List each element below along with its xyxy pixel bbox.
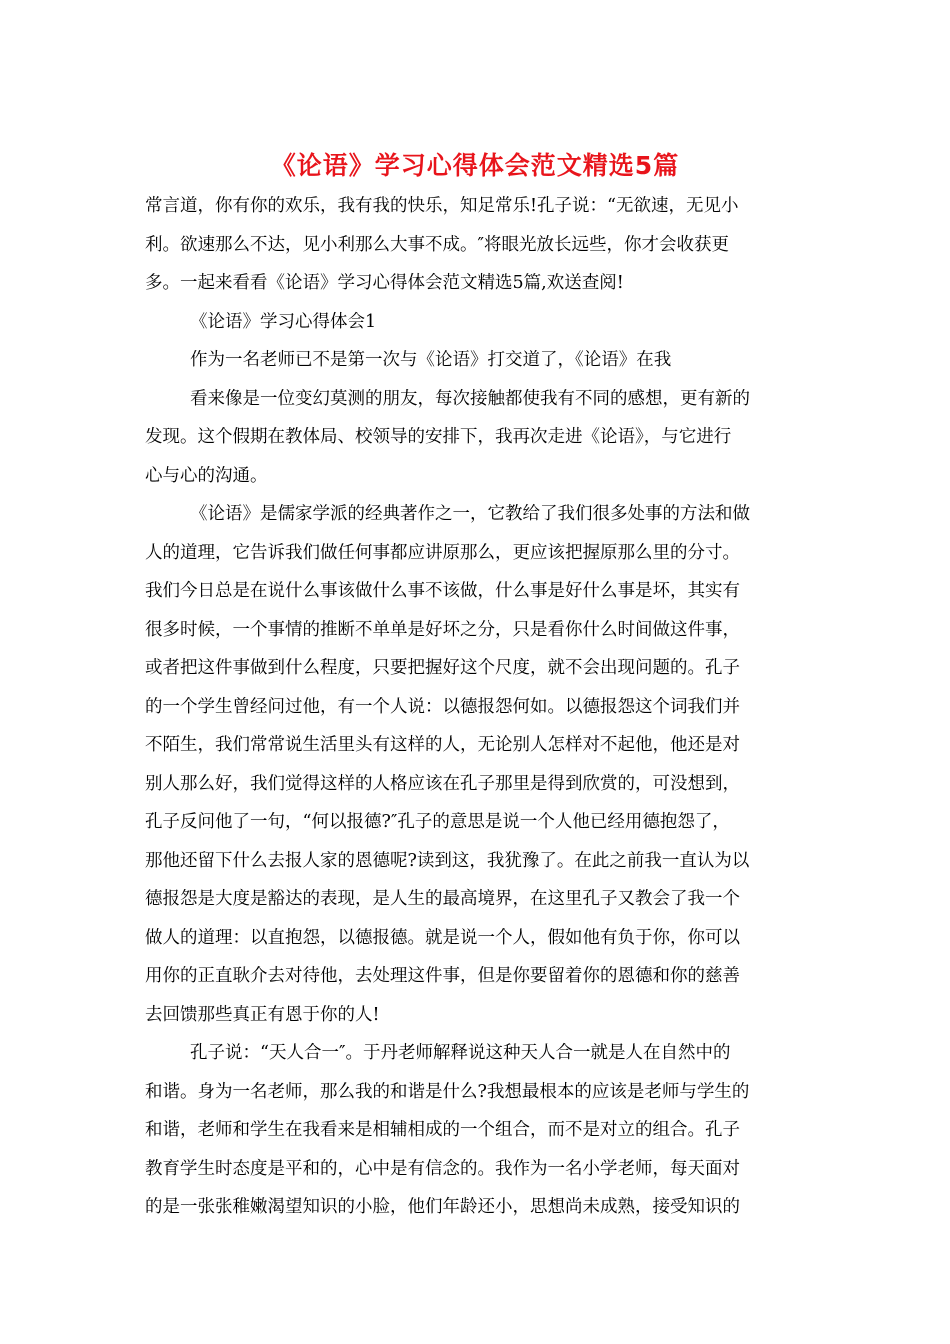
text-line: 和谐，老师和学生在我看来是相辅相成的一个组合，而不是对立的组合。孔子 xyxy=(145,1120,740,1140)
text-line: 作为一名老师已不是第一次与《论语》打交道了，《论语》在我 xyxy=(190,350,672,370)
text-line: 德报怨是大度是豁达的表现，是人生的最高境界，在这里孔子又教会了我一个 xyxy=(145,889,740,909)
text-line: 孔子反问他了一句，“何以报德?″孔子的意思是说一个人他已经用德抱怨了， xyxy=(145,812,730,832)
text-line: 《论语》学习心得体会1 xyxy=(190,311,377,332)
text-line: 用你的正直耿介去对待他，去处理这件事，但是你要留着你的恩德和你的慈善 xyxy=(145,966,740,986)
text-line: 常言道，你有你的欢乐，我有我的快乐，知足常乐!孔子说：“无欲速，无见小 xyxy=(145,196,739,216)
text-line: 或者把这件事做到什么程度，只要把握好这个尺度，就不会出现问题的。孔子 xyxy=(145,658,740,678)
text-line: 孔子说：“天人合一″。于丹老师解释说这种天人合一就是人在自然中的 xyxy=(190,1043,731,1063)
text-line: 人的道理，它告诉我们做任何事都应讲原那么，更应该把握原那么里的分寸。 xyxy=(145,542,740,563)
text-line: 的一个学生曾经问过他，有一个人说：以德报怨何如。以德报怨这个词我们并 xyxy=(145,696,740,717)
text-line: 不陌生，我们常常说生活里头有这样的人，无论别人怎样对不起他，他还是对 xyxy=(145,735,740,755)
text-line: 《论语》是儒家学派的经典著作之一，它教给了我们很多处事的方法和做 xyxy=(190,504,750,524)
text-line: 教育学生时态度是平和的，心中是有信念的。我作为一名小学老师，每天面对 xyxy=(145,1158,740,1179)
text-line: 和谐。身为一名老师，那么我的和谐是什么?我想最根本的应该是老师与学生的 xyxy=(145,1081,750,1102)
text-line: 心与心的沟通。 xyxy=(145,465,268,486)
text-line: 我们今日总是在说什么事该做什么事不该做，什么事是好什么事是坏，其实有 xyxy=(145,581,740,601)
text-line: 去回馈那些真正有恩于你的人! xyxy=(145,1004,380,1025)
text-line: 看来像是一位变幻莫测的朋友，每次接触都使我有不同的感想，更有新的 xyxy=(190,388,750,409)
text-line: 的是一张张稚嫩渴望知识的小脸，他们年龄还小，思想尚未成熟，接受知识的 xyxy=(145,1197,740,1217)
text-line: 利。欲速那么不达，见小利那么大事不成。″将眼光放长远些，你才会收获更 xyxy=(145,234,730,255)
document-title: 《论语》学习心得体会范文精选5篇 xyxy=(270,151,680,180)
text-line: 很多时候，一个事情的推断不单单是好坏之分，只是看你什么时间做这件事， xyxy=(145,619,740,640)
text-line: 别人那么好，我们觉得这样的人格应该在孔子那里是得到欣赏的，可没想到， xyxy=(145,773,740,794)
text-line: 发现。这个假期在教体局、校领导的安排下，我再次走进《论语》，与它进行 xyxy=(145,427,732,447)
text-line: 那他还留下什么去报人家的恩德呢?读到这，我犹豫了。在此之前我一直认为以 xyxy=(145,850,750,871)
text-line: 多。一起来看看《论语》学习心得体会范文精选5篇,欢送查阅! xyxy=(145,273,624,293)
text-line: 做人的道理：以直抱怨，以德报德。就是说一个人，假如他有负于你，你可以 xyxy=(145,927,740,948)
